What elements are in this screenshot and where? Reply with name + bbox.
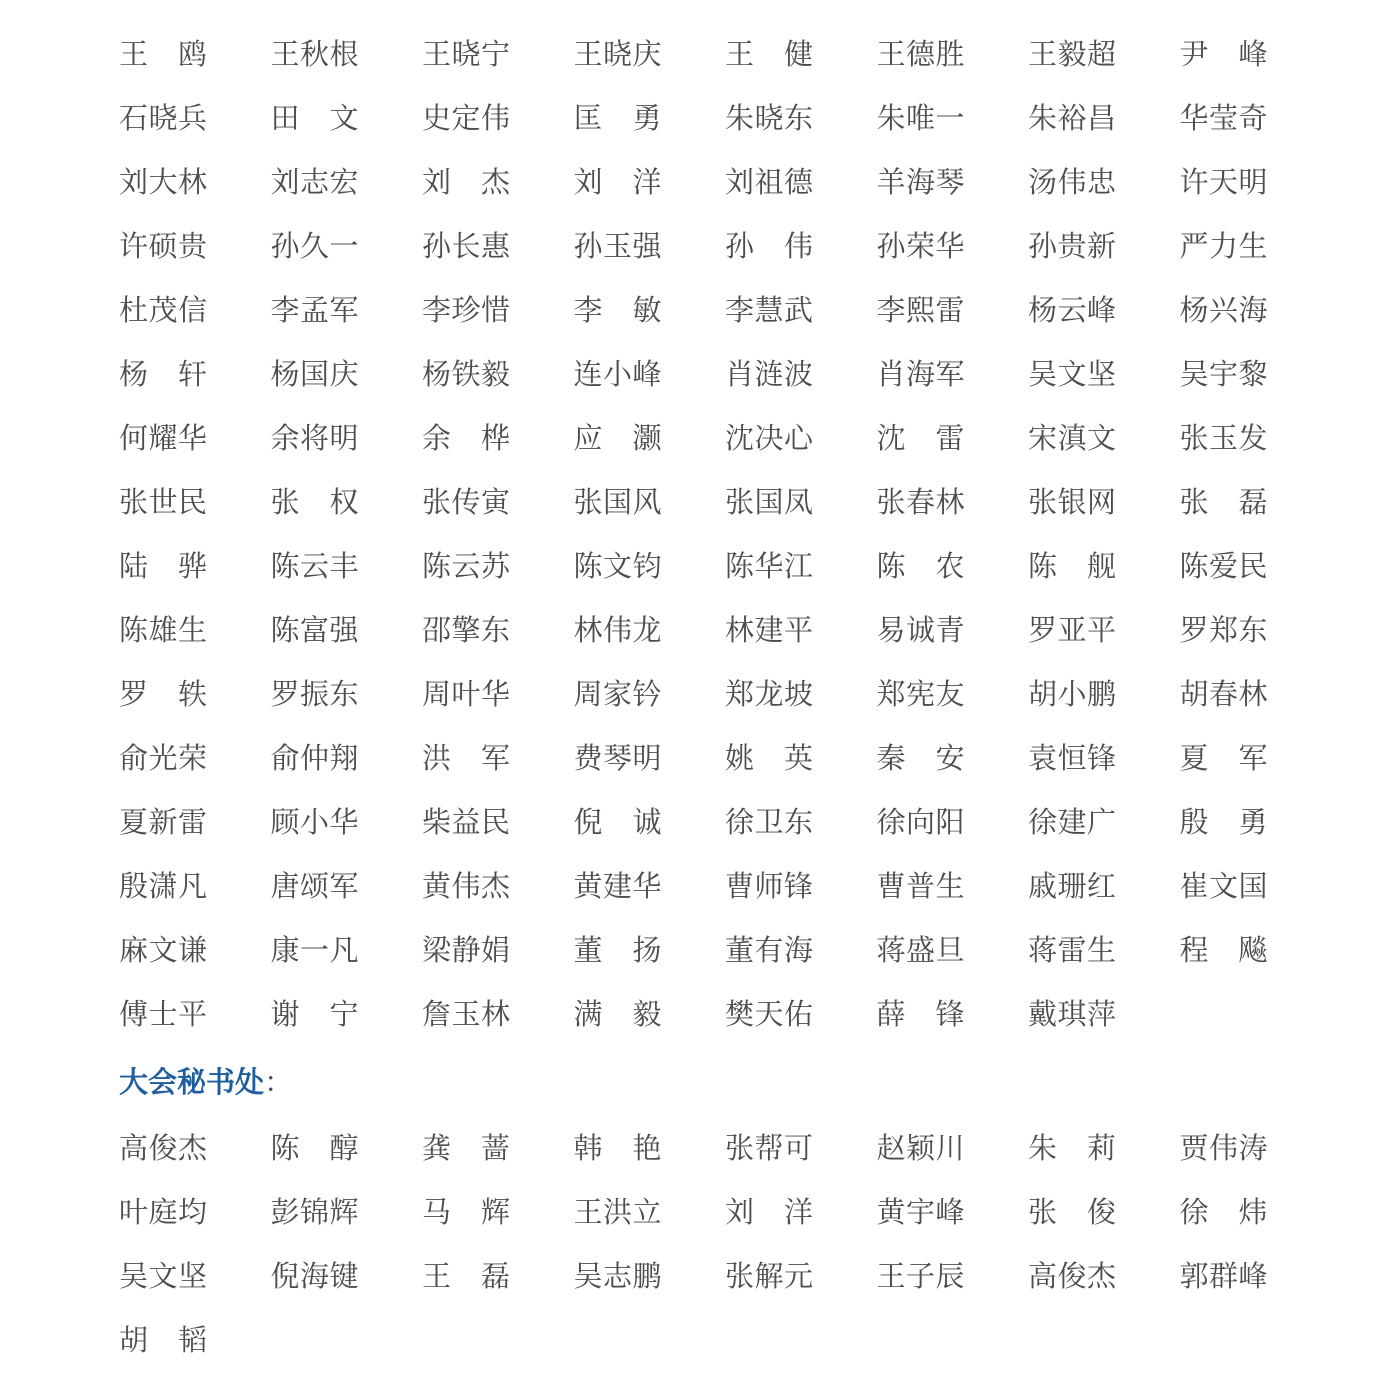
name-item: 杨 国 庆: [270, 356, 359, 391]
secretariat-colon: ：: [264, 1064, 294, 1099]
name-item: 朱 晓 东: [725, 100, 813, 135]
name-item: 陆 骅: [119, 548, 207, 583]
name-item: 黄 伟 杰: [422, 868, 510, 903]
name-item: 吴 志 鹏: [573, 1258, 662, 1293]
secretariat-heading: [119, 1046, 1269, 1114]
name-item: 杨 铁 毅: [422, 356, 510, 391]
name-item: 薛 锋: [876, 996, 965, 1031]
name-item: 尹 峰: [1179, 36, 1268, 71]
name-item: 俞 光 荣: [119, 740, 207, 775]
name-item: 宋 滇 文: [1028, 420, 1116, 455]
name-item: 张 帮 可: [725, 1130, 813, 1165]
name-item: 陈 云 丰: [270, 548, 359, 583]
name-item: 曹 普 生: [876, 868, 965, 903]
name-item: 王 晓 宁: [422, 36, 510, 71]
name-item: 康 一 凡: [270, 932, 359, 967]
name-item: 李 珍 惜: [422, 292, 510, 327]
name-item: 李 孟 军: [270, 292, 359, 327]
name-item: 满 毅: [573, 996, 662, 1031]
name-item: 赵 颖 川: [876, 1130, 965, 1165]
name-item: 许 天 明: [1179, 164, 1268, 199]
secretariat-title: 大会秘书处: [119, 1064, 265, 1099]
name-item: 王 洪 立: [573, 1194, 662, 1229]
name-item: 秦 安: [876, 740, 965, 775]
name-item: 汤 伟 忠: [1028, 164, 1116, 199]
name-item: 陈 舰: [1028, 548, 1116, 583]
name-item: 余 桦: [422, 420, 510, 455]
name-item: 易 诚 青: [876, 612, 965, 647]
name-item: 刘 洋: [725, 1194, 813, 1229]
name-item: 王 健: [725, 36, 813, 71]
name-item: 王 鸥: [119, 36, 207, 71]
name-item: 杨 轩: [119, 356, 207, 391]
name-item: 刘 志 宏: [270, 164, 359, 199]
name-item: 黄 宇 峰: [876, 1194, 965, 1229]
name-item: 程 飚: [1179, 932, 1268, 967]
name-item: 倪 海 键: [270, 1258, 359, 1293]
name-item: 徐 炜: [1179, 1194, 1268, 1229]
name-item: 殷 潇 凡: [119, 868, 207, 903]
name-item: 邵 擎 东: [422, 612, 510, 647]
name-item: 孙 玉 强: [573, 228, 662, 263]
name-item: 王 秋 根: [270, 36, 359, 71]
name-item: 陈 文 钧: [573, 548, 662, 583]
name-item: 刘 杰: [422, 164, 510, 199]
name-item: 陈 爱 民: [1179, 548, 1268, 583]
name-item: 马 辉: [422, 1194, 510, 1229]
name-item: 樊 天 佑: [725, 996, 813, 1031]
name-item: 张 权: [270, 484, 359, 519]
name-item: 倪 诚: [573, 804, 662, 839]
name-item: 曹 师 锋: [725, 868, 813, 903]
name-item: 戴 琪 萍: [1028, 996, 1116, 1031]
name-item: 严 力 生: [1179, 228, 1268, 263]
name-item: 张 世 民: [119, 484, 207, 519]
name-item: 徐 卫 东: [725, 804, 813, 839]
name-item: 龚 蔷: [422, 1130, 510, 1165]
name-item: 吴 宇 黎: [1179, 356, 1268, 391]
name-item: 罗 亚 平: [1028, 612, 1116, 647]
name-item: 陈 雄 生: [119, 612, 207, 647]
name-item: 王 德 胜: [876, 36, 965, 71]
name-item: 朱 裕 昌: [1028, 100, 1116, 135]
name-item: 郑 龙 坡: [725, 676, 813, 711]
name-item: 张 解 元: [725, 1258, 813, 1293]
name-item: 周 叶 华: [422, 676, 510, 711]
name-item: 叶 庭 均: [119, 1194, 207, 1229]
name-item: 刘 洋: [573, 164, 662, 199]
name-item: 高 俊 杰: [1028, 1258, 1116, 1293]
name-item: 石 晓 兵: [119, 100, 207, 135]
name-item: 董 扬: [573, 932, 662, 967]
name-item: 孙 伟: [725, 228, 813, 263]
name-item: 沈 雷: [876, 420, 965, 455]
name-item: 崔 文 国: [1179, 868, 1268, 903]
name-item: 张 国 凤: [725, 484, 813, 519]
name-item: 洪 军: [422, 740, 510, 775]
name-item: 彭 锦 辉: [270, 1194, 359, 1229]
name-item: 匡 勇: [573, 100, 662, 135]
name-item: 贾 伟 涛: [1179, 1130, 1268, 1165]
name-item: 麻 文 谦: [119, 932, 207, 967]
name-item: 张 玉 发: [1179, 420, 1268, 455]
name-item: 林 伟 龙: [573, 612, 662, 647]
name-item: 孙 久 一: [270, 228, 359, 263]
name-item: 朱 唯 一: [876, 100, 965, 135]
name-item: 陈 华 江: [725, 548, 813, 583]
name-item: 羊 海 琴: [876, 164, 965, 199]
name-item: 孙 长 惠: [422, 228, 510, 263]
name-item: 唐 颂 军: [270, 868, 359, 903]
name-item: 王 子 辰: [876, 1258, 965, 1293]
name-item: 费 琴 明: [573, 740, 662, 775]
name-item: 王 磊: [422, 1258, 510, 1293]
name-item: 徐 建 广: [1028, 804, 1116, 839]
name-item: 罗 郑 东: [1179, 612, 1268, 647]
name-item: 柴 益 民: [422, 804, 510, 839]
name-item: 吴 文 坚: [119, 1258, 207, 1293]
name-item: 夏 新 雷: [119, 804, 207, 839]
name-item: 徐 向 阳: [876, 804, 965, 839]
name-item: 郑 宪 友: [876, 676, 965, 711]
name-item: 周 家 钤: [573, 676, 662, 711]
name-item: 应 灏: [573, 420, 662, 455]
name-item: 孙 贵 新: [1028, 228, 1116, 263]
name-item: 谢 宁: [270, 996, 359, 1031]
name-item: 王 毅 超: [1028, 36, 1116, 71]
name-item: 罗 轶: [119, 676, 207, 711]
name-item: 王 晓 庆: [573, 36, 662, 71]
name-item: 张 春 林: [876, 484, 965, 519]
name-item: 李 敏: [573, 292, 662, 327]
name-item: 陈 富 强: [270, 612, 359, 647]
name-item: 张 传 寅: [422, 484, 510, 519]
name-item: 杜 茂 信: [119, 292, 207, 327]
name-item: 李 熙 雷: [876, 292, 965, 327]
name-item: 戚 珊 红: [1028, 868, 1116, 903]
name-item: 胡 小 鹏: [1028, 676, 1116, 711]
name-item: 罗 振 东: [270, 676, 359, 711]
name-item: 梁 静 娟: [422, 932, 510, 967]
name-item: 沈 决 心: [725, 420, 813, 455]
name-item: 张 银 网: [1028, 484, 1116, 519]
name-item: 余 将 明: [270, 420, 359, 455]
name-item: 张 俊: [1028, 1194, 1116, 1229]
name-item: 陈 农: [876, 548, 965, 583]
name-item: 朱 莉: [1028, 1130, 1116, 1165]
name-item: 肖 涟 波: [725, 356, 813, 391]
name-item: 孙 荣 华: [876, 228, 965, 263]
name-item: 傅 士 平: [119, 996, 207, 1031]
name-item: 夏 军: [1179, 740, 1268, 775]
name-item: 董 有 海: [725, 932, 813, 967]
name-item: 肖 海 军: [876, 356, 965, 391]
name-item: 连 小 峰: [573, 356, 662, 391]
name-item: 刘 祖 德: [725, 164, 813, 199]
name-item: 许 硕 贵: [119, 228, 207, 263]
name-item: 殷 勇: [1179, 804, 1268, 839]
name-item: 姚 英: [725, 740, 813, 775]
name-item: 蒋 雷 生: [1028, 932, 1116, 967]
name-item: 蒋 盛 旦: [876, 932, 965, 967]
name-item: 何 耀 华: [119, 420, 207, 455]
name-item: 韩 艳: [573, 1130, 662, 1165]
name-item: 袁 恒 锋: [1028, 740, 1116, 775]
name-item: 郭 群 峰: [1179, 1258, 1268, 1293]
name-item: 陈 醇: [270, 1130, 359, 1165]
name-item: 杨 云 峰: [1028, 292, 1116, 327]
name-item: 黄 建 华: [573, 868, 662, 903]
name-item: 田 文: [270, 100, 359, 135]
name-item: 高 俊 杰: [119, 1130, 207, 1165]
name-item: 胡 韬: [119, 1322, 207, 1357]
name-item: 杨 兴 海: [1179, 292, 1268, 327]
secretariat-name-grid: [119, 1114, 1269, 1370]
name-item: 林 建 平: [725, 612, 813, 647]
name-item: 刘 大 林: [119, 164, 207, 199]
name-item: 俞 仲 翔: [270, 740, 359, 775]
name-item: 陈 云 苏: [422, 548, 510, 583]
name-item: 吴 文 坚: [1028, 356, 1116, 391]
name-item: 詹 玉 林: [422, 996, 510, 1031]
name-item: 张 国 风: [573, 484, 662, 519]
name-item: 胡 春 林: [1179, 676, 1268, 711]
name-item: 李 慧 武: [725, 292, 813, 327]
name-item: 张 磊: [1179, 484, 1268, 519]
name-item: 史 定 伟: [422, 100, 510, 135]
name-item: 顾 小 华: [270, 804, 359, 839]
name-list-page: [119, 20, 1269, 1370]
committee-name-grid: [119, 20, 1269, 1044]
name-item: 华 莹 奇: [1179, 100, 1268, 135]
